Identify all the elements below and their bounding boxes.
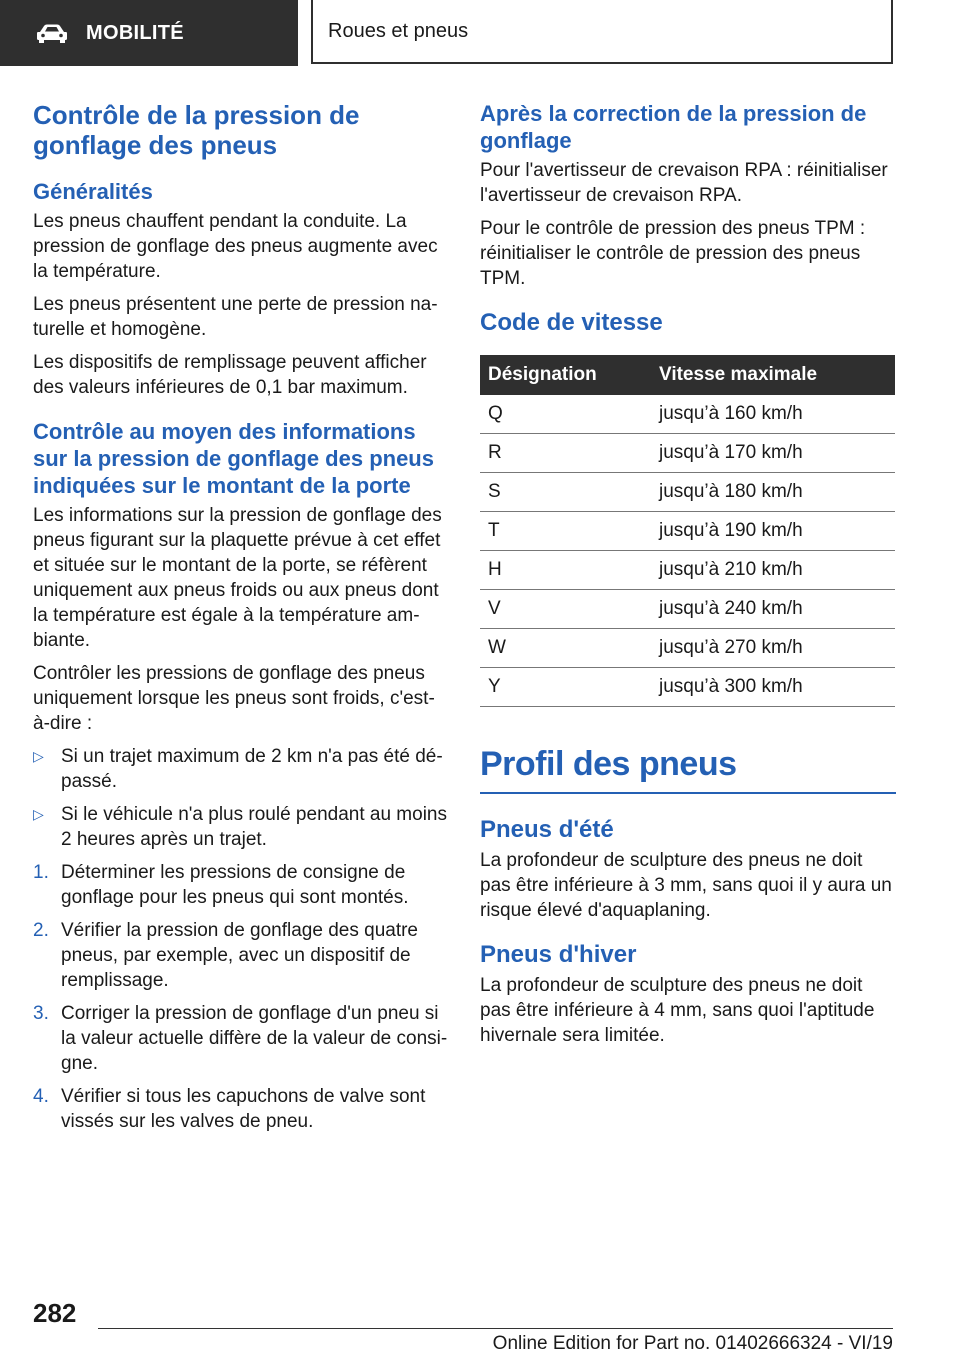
step-number: 2. [33, 920, 49, 941]
heading-door-info: Contrôle au moyen des informations sur la pression de gonflage des pneus indiquées sur le montant de la porte [33, 419, 434, 498]
list-item: 2. Vérifier la pression de gonflage des quatre pneus, par exemple, avec un dispositif de remplissage. [33, 920, 419, 991]
triangle-bullet-icon: ▷ [33, 806, 44, 822]
table-row: T jusqu’à 190 km/h [480, 512, 895, 551]
footer-divider [98, 1328, 893, 1329]
col-header-designation: Désignation [480, 355, 651, 395]
after-p2: Pour le contrôle de pression des pneus TPM : réinitialiser le contrôle de pression des pneus TPM. [480, 218, 866, 289]
table-row: H jusqu’à 210 km/h [480, 551, 895, 590]
winter-text: La profondeur de sculpture des pneus ne doit pas être inférieure à 4 mm, sans quoi l'aptitude hivernale sera limitée. [480, 975, 875, 1046]
section-label: MOBILITÉ [86, 21, 184, 44]
heading-summer-tires: Pneus d'été [480, 816, 614, 843]
col-header-max-speed: Vitesse maximale [651, 355, 895, 395]
list-item: 4. Vérifier si tous les capuchons de valve sont vissés sur les valves de pneu. [33, 1086, 426, 1132]
speed-code-table [480, 355, 895, 707]
door-p2: Contrôler les pressions de gonflage des pneus uniquement lorsque les pneus sont froids, c'est-à-dire : [33, 663, 435, 734]
section-title-tread: Profil des pneus [480, 745, 896, 794]
after-p1: Pour l'avertisseur de crevaison RPA : réinitialiser l'avertisseur de crevaison RPA. [480, 160, 888, 206]
car-icon [36, 23, 68, 43]
edition-note: Online Edition for Part no. 01402666324 - VI/19 [492, 1333, 893, 1354]
table-row: S jusqu’à 180 km/h [480, 473, 895, 512]
section-tab [0, 0, 298, 66]
section-title-pressure: Contrôle de la pression de gonflage des pneus [33, 100, 360, 160]
list-item: ▷ Si un trajet maximum de 2 km n'a pas été dépassé. [33, 746, 443, 792]
heading-after-correction: Après la correction de la pression de gonflage [480, 101, 867, 153]
condition-list [33, 744, 449, 852]
chapter-title: Roues et pneus [328, 19, 469, 42]
list-item: ▷ Si le véhicule n'a plus roulé pendant au moins 2 heures après un trajet. [33, 804, 447, 850]
table-row: Q jusqu’à 160 km/h [480, 395, 895, 434]
door-p1: Les informations sur la pression de gonflage des pneus figurant sur la plaquette prévue à cet effet et située sur le montant de la porte, se réfèrent uniquement aux pneus froids ou aux pneus dont la température est égale à la température ambiante. [33, 505, 442, 651]
table-row: W jusqu’à 270 km/h [480, 629, 895, 668]
heading-speed-code: Code de vitesse [480, 309, 663, 336]
left-column [33, 100, 449, 1142]
right-column [480, 100, 896, 1056]
chapter-header [311, 0, 893, 64]
page-number: 282 [33, 1298, 77, 1328]
general-p2: Les pneus présentent une perte de pression naturelle et homogène. [33, 294, 438, 340]
step-number: 1. [33, 862, 49, 883]
heading-general: Généralités [33, 179, 153, 204]
step-number: 3. [33, 1003, 49, 1024]
general-p3: Les dispositifs de remplissage peuvent afficher des valeurs inférieures de 0,1 bar maximum. [33, 352, 427, 398]
table-row: R jusqu’à 170 km/h [480, 434, 895, 473]
step-list [33, 860, 449, 1134]
table-header-row [480, 355, 895, 395]
list-item: 3. Corriger la pression de gonflage d'un pneu si la valeur actuelle diffère de la valeur de consigne. [33, 1003, 448, 1074]
general-p1: Les pneus chauffent pendant la conduite. La pression de gonflage des pneus augmente avec la température. [33, 211, 438, 282]
table-row: V jusqu’à 240 km/h [480, 590, 895, 629]
heading-winter-tires: Pneus d'hiver [480, 941, 637, 968]
summer-text: La profondeur de sculpture des pneus ne doit pas être inférieure à 3 mm, sans quoi il y aura un risque élevé d'aquaplaning. [480, 850, 892, 921]
step-number: 4. [33, 1086, 49, 1107]
list-item: 1. Déterminer les pressions de consigne de gonflage pour les pneus qui sont montés. [33, 862, 409, 908]
table-row: Y jusqu’à 300 km/h [480, 668, 895, 707]
triangle-bullet-icon: ▷ [33, 748, 44, 764]
